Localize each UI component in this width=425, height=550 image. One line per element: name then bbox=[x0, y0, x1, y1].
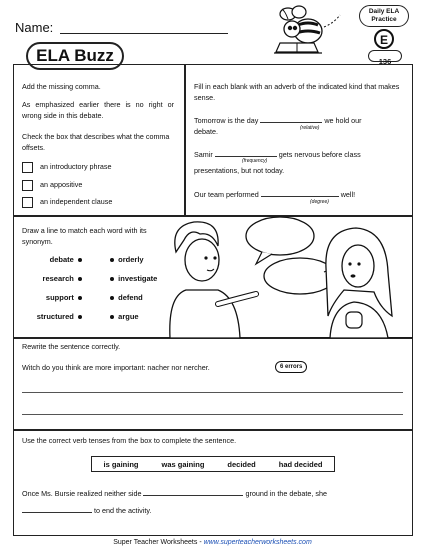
checkbox[interactable] bbox=[22, 180, 33, 191]
synonym-left-row bbox=[14, 254, 82, 273]
checkbox[interactable] bbox=[22, 162, 33, 173]
checkbox[interactable] bbox=[22, 197, 33, 208]
sentence-text: Our team performed bbox=[194, 190, 259, 199]
answer-blank[interactable] bbox=[261, 196, 339, 197]
number-badge bbox=[368, 50, 402, 66]
adverb-instruction: Fill in each blank with an adverb of the indicated kind that makes sense. bbox=[194, 82, 400, 102]
check-instruction: Check the box that describes what the comma offsets. bbox=[22, 132, 170, 152]
number-text: 136 bbox=[378, 57, 392, 66]
girl-icon bbox=[326, 228, 392, 338]
match-dot[interactable] bbox=[78, 315, 82, 319]
comma-instruction: Add the missing comma. bbox=[22, 82, 101, 91]
blank-hint: (relative) bbox=[300, 125, 320, 131]
synonym-word: investigate bbox=[118, 274, 158, 283]
match-dot[interactable] bbox=[78, 277, 82, 281]
answer-blank[interactable] bbox=[260, 122, 322, 123]
option-row[interactable] bbox=[22, 180, 82, 191]
sentence-text: to end the activity. bbox=[94, 506, 152, 515]
level-letter: E bbox=[379, 33, 388, 47]
rewrite-instruction: Rewrite the sentence correctly. bbox=[22, 342, 121, 351]
adverb-sentence-3 bbox=[194, 190, 409, 201]
synonym-instruction: Draw a line to match each word with its synonym. bbox=[22, 226, 147, 246]
answer-blank[interactable] bbox=[215, 156, 277, 157]
synonym-word: argue bbox=[118, 312, 139, 321]
badge-top: Daily ELA bbox=[368, 8, 400, 15]
sentence-text: ground in the debate, she bbox=[245, 489, 327, 498]
verbs-sentence-end bbox=[22, 506, 151, 517]
adverb-sentence-1-end: debate. bbox=[194, 127, 218, 136]
verb-choice: had decided bbox=[278, 459, 323, 469]
match-dot[interactable] bbox=[110, 258, 114, 262]
debate-illustration bbox=[160, 212, 413, 338]
option-label: an introductory phrase bbox=[40, 162, 112, 172]
synonym-left-row bbox=[14, 273, 82, 292]
verbs-sentence bbox=[22, 489, 408, 500]
verb-choice: is gaining bbox=[103, 459, 139, 469]
bee-icon bbox=[268, 3, 348, 61]
sentence-text: Samir bbox=[194, 150, 213, 159]
speech-bubble-icon bbox=[264, 258, 336, 294]
sentence-text: Tomorrow is the day bbox=[194, 116, 259, 125]
answer-blank[interactable] bbox=[143, 495, 243, 496]
blank-hint: (frequency) bbox=[242, 158, 268, 164]
footer bbox=[0, 539, 425, 546]
match-dot[interactable] bbox=[78, 296, 82, 300]
footer-url[interactable]: www.superteacherworksheets.com bbox=[203, 539, 312, 546]
synonym-word: orderly bbox=[118, 255, 144, 264]
answer-line[interactable] bbox=[22, 392, 403, 393]
option-row[interactable] bbox=[22, 197, 112, 208]
synonym-left bbox=[14, 254, 82, 330]
verb-choice: decided bbox=[227, 459, 256, 469]
sentence-text: gets nervous before class bbox=[278, 150, 361, 159]
level-badge bbox=[374, 29, 394, 49]
synonym-left-row bbox=[14, 311, 82, 330]
name-field[interactable] bbox=[60, 33, 228, 34]
footer-brand: Super Teacher Worksheets bbox=[113, 539, 198, 546]
boy-icon bbox=[170, 222, 256, 338]
sentence-text: we hold our bbox=[324, 116, 362, 125]
adverb-sentence-2 bbox=[194, 150, 409, 161]
synonym-word: defend bbox=[118, 293, 143, 302]
footer-separator: - bbox=[197, 539, 204, 546]
errors-badge bbox=[275, 361, 307, 373]
answer-blank[interactable] bbox=[22, 512, 92, 513]
match-dot[interactable] bbox=[110, 315, 114, 319]
synonym-left-row bbox=[14, 292, 82, 311]
match-dot[interactable] bbox=[78, 258, 82, 262]
rewrite-sentence: Witch do you think are more important: nacher nor nercher. bbox=[22, 363, 210, 372]
practice-badge bbox=[359, 5, 409, 27]
comma-sentence[interactable]: As emphasized earlier there is no right or wrong side in this debate. bbox=[22, 100, 174, 120]
errors-badge-text: 6 errors bbox=[280, 364, 303, 370]
synonym-word: research bbox=[42, 274, 74, 283]
synonym-word: debate bbox=[49, 255, 74, 264]
page-title: ELA Buzz bbox=[36, 46, 114, 65]
verb-choice: was gaining bbox=[161, 459, 205, 469]
verb-choice-box bbox=[91, 456, 335, 472]
option-label: an appositive bbox=[40, 180, 83, 190]
option-row[interactable] bbox=[22, 162, 112, 173]
synonym-word: structured bbox=[36, 312, 74, 321]
verbs-instruction: Use the correct verb tenses from the box to complete the sentence. bbox=[22, 436, 237, 445]
answer-line[interactable] bbox=[22, 414, 403, 415]
option-label: an independent clause bbox=[40, 197, 113, 207]
divider-v1 bbox=[184, 64, 186, 215]
badge-sub: Practice bbox=[371, 16, 397, 23]
synonym-word: support bbox=[45, 293, 74, 302]
sentence-text: Once Ms. Bursie realized neither side bbox=[22, 489, 142, 498]
adverb-sentence-2-end: presentations, but not today. bbox=[194, 166, 285, 175]
sentence-text: well! bbox=[340, 190, 356, 199]
match-dot[interactable] bbox=[110, 296, 114, 300]
blank-hint: (degree) bbox=[310, 199, 329, 205]
divider-h3 bbox=[13, 429, 413, 431]
match-dot[interactable] bbox=[110, 277, 114, 281]
speech-bubble-icon bbox=[246, 217, 314, 255]
name-label: Name: bbox=[15, 20, 54, 35]
